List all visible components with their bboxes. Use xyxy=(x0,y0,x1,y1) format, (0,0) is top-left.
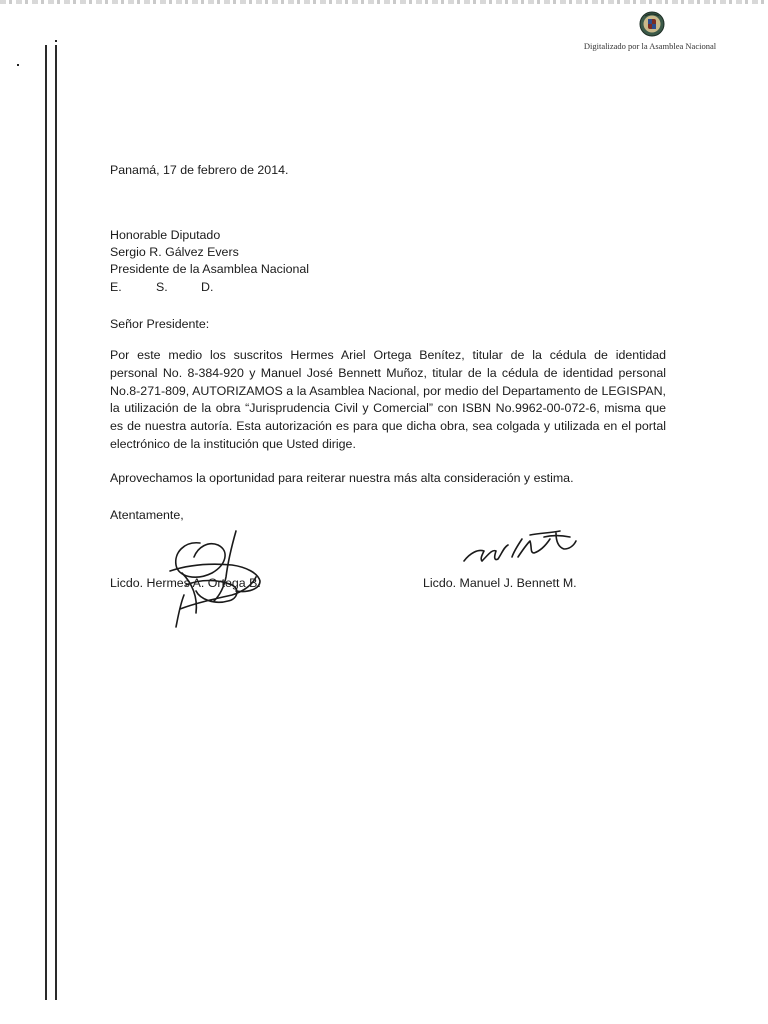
recipient-title: Honorable Diputado xyxy=(110,228,221,242)
margin-line xyxy=(55,45,57,1000)
body-line: es de nuestra autoría. Esta autorización es para que dicha obra, sea colgada y utilizada en el portal xyxy=(110,419,666,434)
esd-s: S. xyxy=(156,280,168,294)
handwritten-signature-icon xyxy=(460,527,588,575)
body-line: la utilización de la obra “Jurisprudencia Civil y Comercial” con ISBN No.9962-00-072-6, misma que xyxy=(110,401,666,416)
scan-edge-artifact xyxy=(0,0,768,4)
digitization-note: Digitalizado por la Asamblea Nacional xyxy=(583,41,717,51)
signatory-name-2: Licdo. Manuel J. Bennett M. xyxy=(423,576,577,590)
closing: Atentamente, xyxy=(110,508,184,522)
margin-line xyxy=(45,45,47,1000)
salutation: Señor Presidente: xyxy=(110,317,210,331)
esd-d: D. xyxy=(201,280,214,294)
body-paragraph xyxy=(110,347,666,454)
closing-paragraph: Aprovechamos la oportunidad para reiterar nuestra más alta consideración y estima. xyxy=(110,471,574,485)
body-line: electrónico de la institución que Usted dirige. xyxy=(110,436,356,451)
body-line: No.8-271-809, AUTORIZAMOS a la Asamblea Nacional, por medio del Departamento de LEGISPAN, xyxy=(110,383,666,398)
place-date: Panamá, 17 de febrero de 2014. xyxy=(110,163,289,177)
national-seal-icon xyxy=(639,11,665,37)
scan-speck xyxy=(55,40,57,42)
scan-speck xyxy=(17,64,19,66)
recipient-name: Sergio R. Gálvez Evers xyxy=(110,245,239,259)
body-line: Por este medio los suscritos Hermes Ariel Ortega Benítez, titular de la cédula de identidad xyxy=(110,348,666,362)
esd-line xyxy=(110,279,213,296)
recipient-position: Presidente de la Asamblea Nacional xyxy=(110,262,310,276)
esd-e: E. xyxy=(110,280,122,294)
body-line: personal No. 8-384-920 y Manuel José Bennett Muñoz, titular de la cédula de identidad personal xyxy=(110,365,666,380)
signatory-name-1: Licdo. Hermes A. Ortega B. xyxy=(110,576,261,590)
